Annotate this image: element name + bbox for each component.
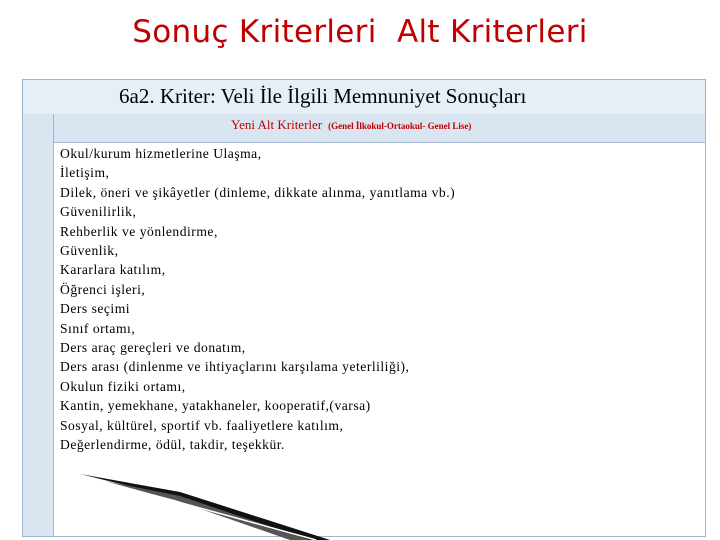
slide-title: Sonuç Kriterleri Alt Kriterleri [132, 14, 588, 50]
subheader-label: Yeni Alt Kriterler [231, 117, 323, 132]
list-item: Dilek, öneri ve şikâyetler (dinleme, dikkate alınma, yanıtlama vb.) [60, 184, 456, 200]
list-item: Rehberlik ve yönlendirme, [60, 223, 218, 239]
column-divider [53, 114, 54, 536]
table-left-column [23, 142, 53, 536]
list-item: Değerlendirme, ödül, takdir, teşekkür. [60, 437, 285, 453]
list-item: Sosyal, kültürel, sportif vb. faaliyetlere katılım, [60, 417, 344, 433]
table-subheader-row [23, 114, 705, 143]
list-item: Ders araç gereçleri ve donatım, [60, 340, 246, 356]
table-header-title: 6a2. Kriter: Veli İle İlgili Memnuniyet Sonuçları [119, 84, 527, 108]
criteria-list [60, 144, 455, 455]
list-item: Güvenilirlik, [60, 204, 137, 220]
list-item: Okulun fiziki ortamı, [60, 378, 186, 394]
subheader-text [231, 117, 471, 133]
list-item: Kantin, yemekhane, yatakhaneler, kooperatif,(varsa) [60, 398, 371, 414]
list-item: Ders arası (dinlenme ve ihtiyaçlarını karşılama yeterliliği), [60, 359, 410, 375]
table-header-row [23, 80, 705, 115]
subheader-note: (Genel İlkokul-Ortaokul- Genel Lise) [328, 121, 472, 131]
list-item: Öğrenci işleri, [60, 281, 146, 297]
list-item: Kararlara katılım, [60, 262, 166, 278]
list-item: Okul/kurum hizmetlerine Ulaşma, [60, 146, 262, 161]
list-item: Ders seçimi [60, 301, 131, 317]
criteria-table [22, 79, 706, 537]
list-item: Sınıf ortamı, [60, 320, 136, 336]
list-item: Güvenlik, [60, 243, 119, 259]
list-item: İletişim, [60, 165, 110, 181]
